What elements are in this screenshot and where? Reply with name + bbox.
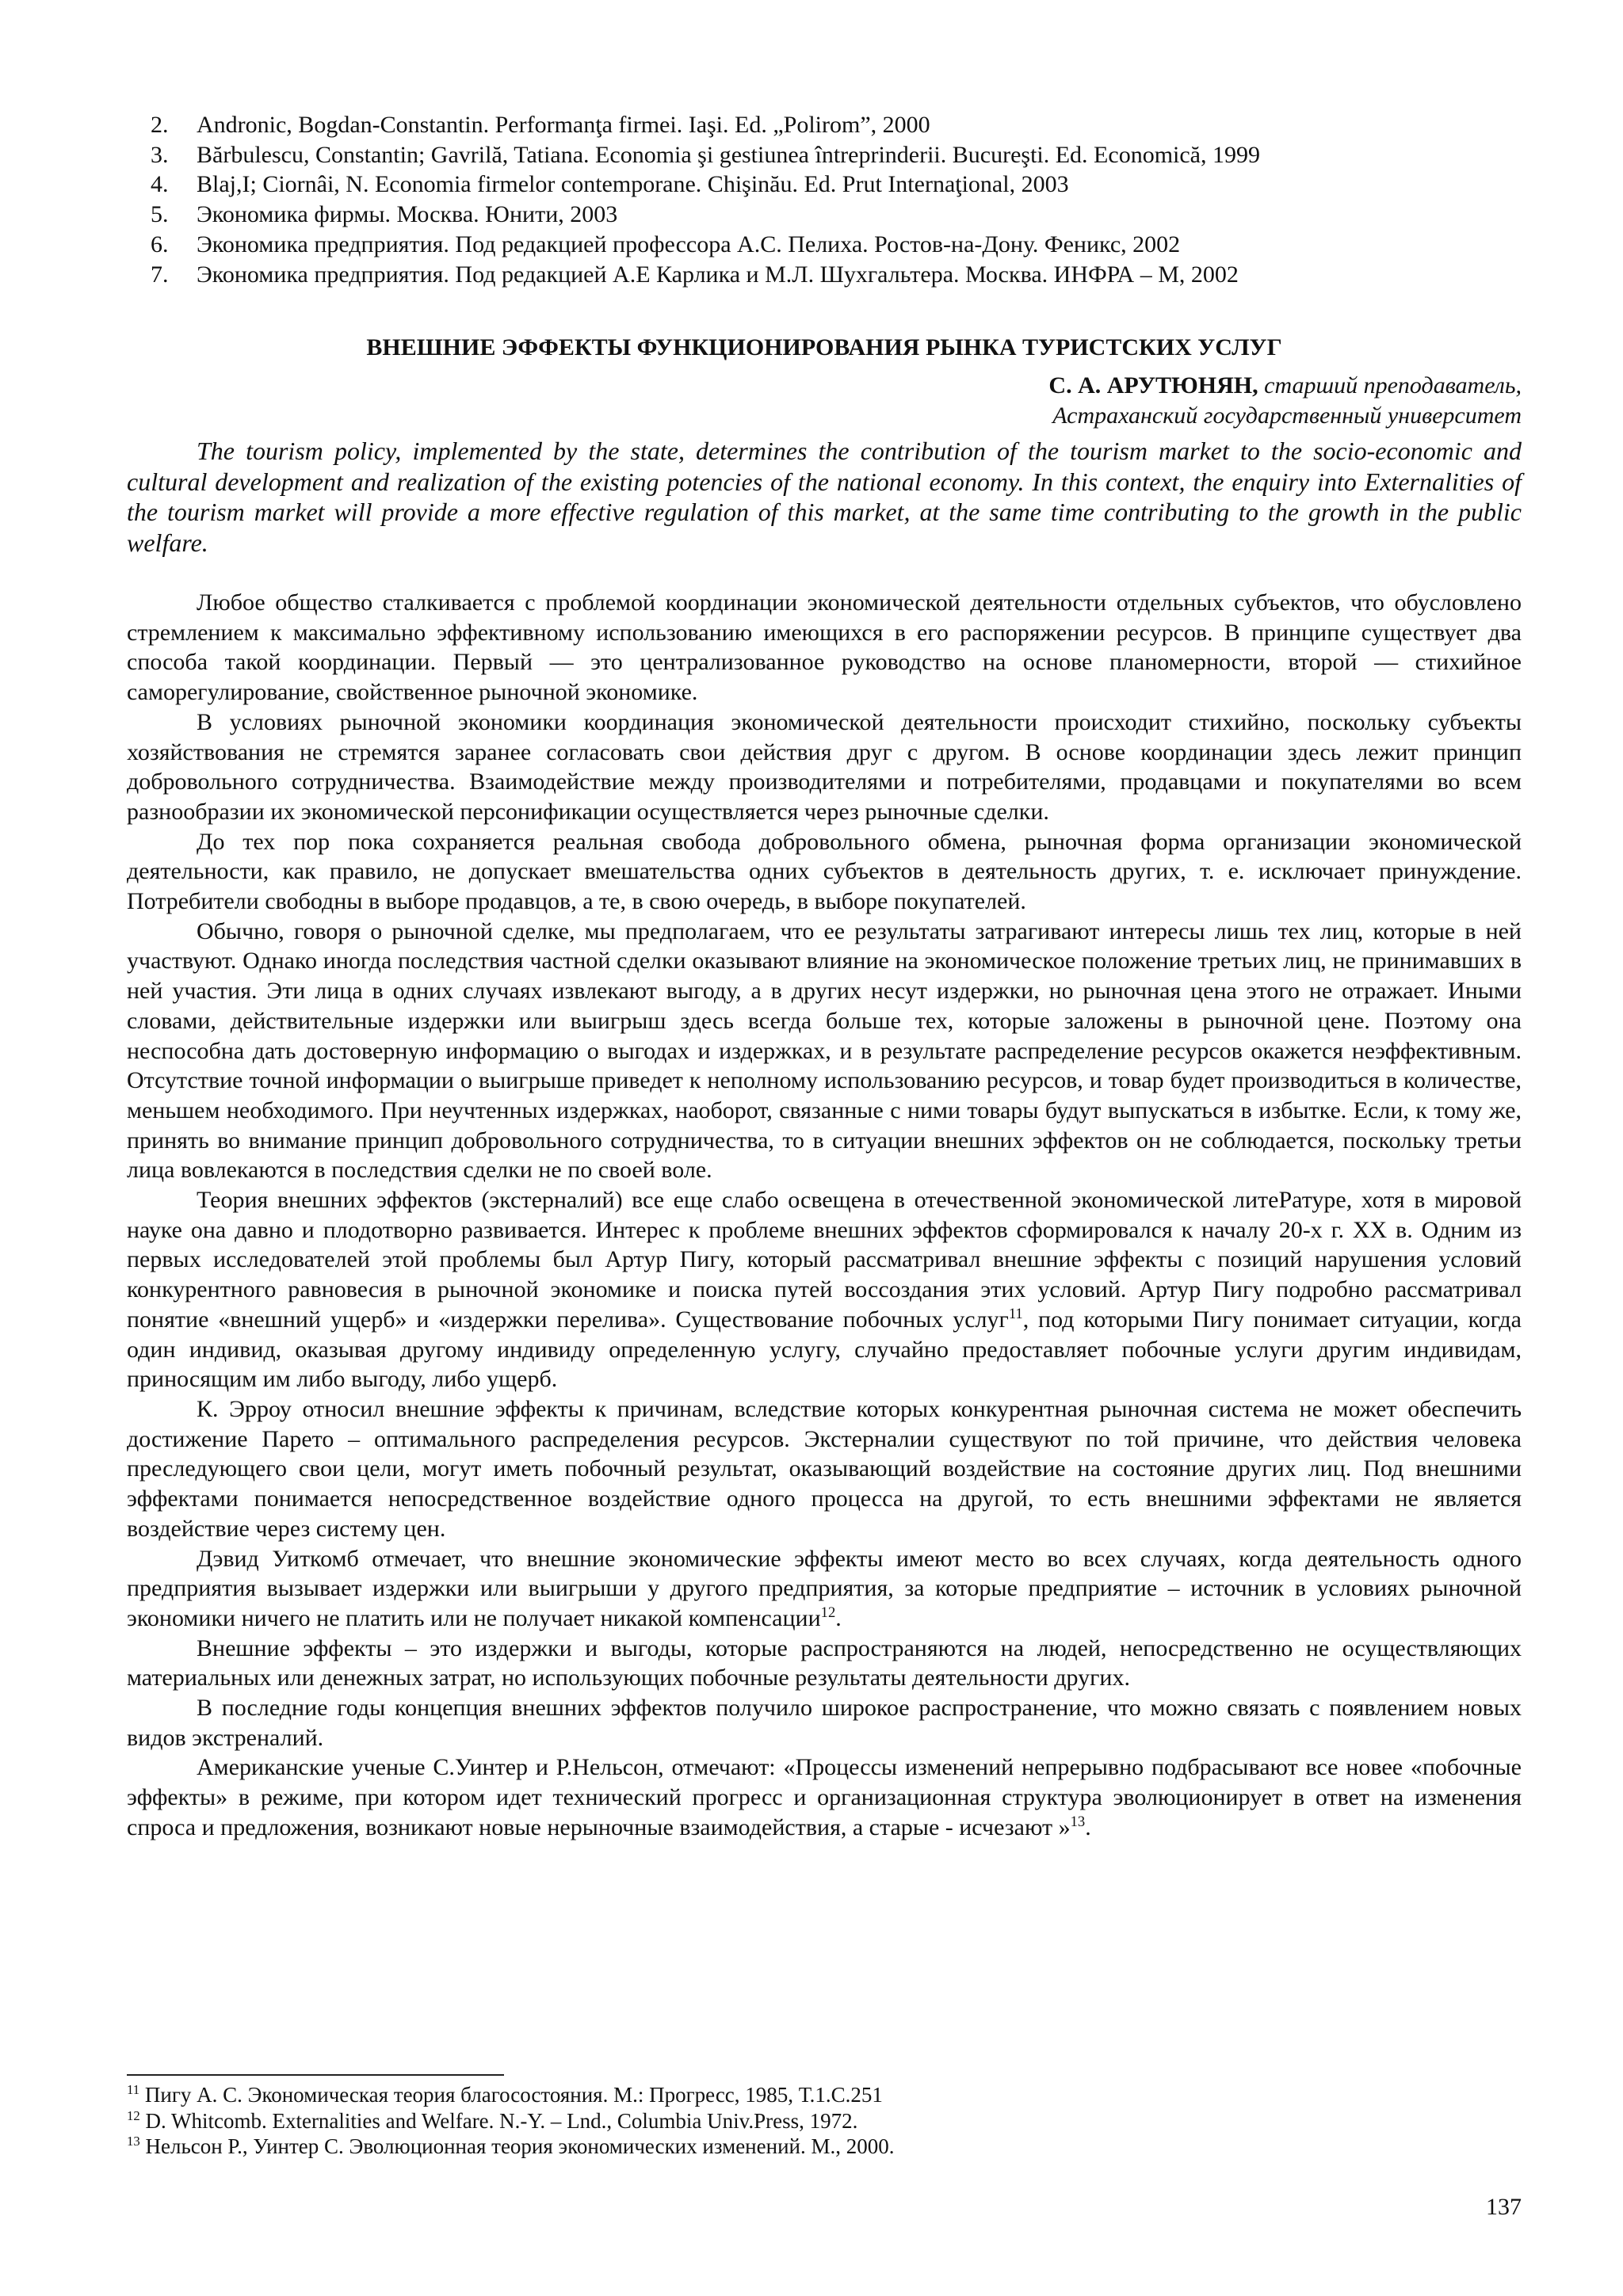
paragraph-text: Американские ученые С.Уинтер и Р.Нельсон, отмечают: «Процессы изменений непрерывно подбрасывают все новее «побочные эффекты» в режиме, при котором идет технический прогресс и организационная структура эволюционирует в ответ на изменения спроса и предложения, возникают новые нерыночные взаимодействия, а старые - исчезают » [127,1754,1522,1840]
paragraph-text: . [1085,1814,1091,1840]
footnote-ref: 12 [820,1604,836,1621]
body-paragraph: В условиях рыночной экономики координация экономической деятельности происходит стихийно, поскольку субъекты хозяйствования не стремятся заранее согласовать свои действия друг с другом. В основе координации здесь лежит принцип добровольного сотрудничества. Взаимодействие между производителями и потребителями, продавцами и покупателями во всем разнообразии их экономической персонификации осуществляется через рыночные сделки. [127,708,1522,825]
body-paragraph: До тех пор пока сохраняется реальная свобода добровольного обмена, рыночная форма организации экономической деятельности, как правило, не допускает вмешательства одних субъектов в деятельность других, т. е. исключает принуждение. Потребители свободны в выборе продавцов, а те, в свою очередь, в выборе покупателей. [127,828,1522,915]
footnote [127,2134,1522,2160]
reference-text: Экономика предприятия. Под редакцией А.Е Карлика и М.Л. Шухгальтера. Москва. ИНФРА – М, 2002 [197,261,1239,288]
author-affiliation: Астраханский государственный университет [1052,402,1522,429]
reference-text: Andronic, Bogdan-Constantin. Performanţa firmei. Iaşi. Ed. „Polirom”, 2000 [197,112,930,138]
footnote [127,2082,1522,2108]
footnote-ref: 13 [1070,1813,1086,1830]
footnote-number: 11 [127,2082,140,2097]
reference-number: 7. [151,261,169,288]
body-paragraph [127,1544,1522,1634]
paragraph-text: , под которыми Пигу понимает ситуации, когда один индивид, оказывая другому индивиду определенную услугу, случайно предоставляет побочные услуги другим индивидам, приносящим им либо выгоду, либо ущерб. [127,1306,1522,1393]
reference-item [127,200,1522,230]
reference-text: Blaj,I; Ciornâi, N. Economia firmelor contemporane. Chişinău. Ed. Prut Internaţional, 2003 [197,171,1069,198]
footnotes [127,2082,1522,2160]
body-paragraph: Любое общество сталкивается с проблемой координации экономической деятельности отдельных субъектов, что обусловлено стремлением к максимально эффективному использованию имеющихся в его распоряжении ресурсов. В принципе существует два способа такой координации. Первый — это централизованное руководство на основе планомерности, второй — стихийное саморегулирование, свойственное рыночной экономике. [127,589,1522,706]
page-number: 137 [1486,2194,1522,2220]
reference-item [127,230,1522,260]
paragraph-text: . [835,1604,842,1631]
author-name: С. А. АРУТЮНЯН, [1048,372,1258,399]
footnote-separator [127,2074,504,2076]
body-paragraph: Обычно, говоря о рыночной сделке, мы предполагаем, что ее результаты затрагивают интересы лишь тех лиц, которые в ней участвуют. Однако иногда последствия частной сделки оказывают влияние на экономическое положение третьих лиц, не принимавших в ней участия. Эти лица в одних случаях извлекают выгоду, а в других несут издержки, но рыночная цена этого не отражает. Иными словами, действительные издержки или выигрыш здесь всегда больше тех, которые заложены в рыночной цене. Поэтому она неспособна дать достоверную информацию о выгодах и издержках, и в результате распределение ресурсов окажется неэффективным. Отсутствие точной информации о выигрыше приведет к неполному использованию ресурсов, и товар будет производиться в количестве, меньшем необходимого. При неучтенных издержках, наоборот, связанные с ними товары будут выпускаться в избытке. Если, к тому же, принять во внимание принцип добровольного сотрудничества, то в ситуации внешних эффектов он не соблюдается, поскольку третьи лица вовлекаются в последствия сделки не по своей воле. [127,917,1522,1184]
reference-text: Экономика предприятия. Под редакцией профессора А.С. Пелиха. Ростов-на-Дону. Феникс, 2002 [197,231,1181,257]
reference-item [127,170,1522,200]
body-paragraph [127,1753,1522,1842]
reference-number: 6. [151,231,169,257]
body-paragraph: Внешние эффекты – это издержки и выгоды, которые распространяются на людей, непосредственно не осуществляющих материальных или денежных затрат, но использующих побочные результаты деятельности других. [127,1634,1522,1691]
body-paragraph: В последние годы концепция внешних эффектов получило широкое распространение, что можно связать с появлением новых видов экстреналий. [127,1695,1522,1751]
body-paragraph [127,1185,1522,1394]
footnote-text: D. Whitcomb. Externalities and Welfare. N.-Y. – Lnd., Columbia Univ.Press, 1972. [139,2108,858,2133]
reference-list [127,110,1522,289]
footnote-text: Нельсон Р., Уинтер С. Эволюционная теория экономических изменений. М., 2000. [139,2134,895,2158]
footnote [127,2108,1522,2134]
author-block [872,371,1522,431]
reference-number: 2. [151,112,169,138]
reference-item [127,140,1522,170]
reference-item [127,260,1522,290]
article-title: ВНЕШНИЕ ЭФФЕКТЫ ФУНКЦИОНИРОВАНИЯ РЫНКА ТУРИСТСКИХ УСЛУГ [366,334,1282,360]
article-body [127,588,1522,1843]
body-paragraph: К. Эрроу относил внешние эффекты к причинам, вследствие которых конкурентная рыночная система не может обеспечить достижение Парето – оптимального распределения ресурсов. Экстерналии существуют по той причине, что действия человека преследующего свои цели, могут иметь побочный результат, оказывающий воздействие на состояние других лиц. Под внешними эффектами понимается непосредственное воздействие одного процесса на другой, то есть внешними эффектами не является воздействие через систему цен. [127,1395,1522,1542]
paragraph-text: Теория внешних эффектов (экстерналий) все еще слабо освещена в отечественной экономической литеРатуре, хотя в мировой науке она давно и плодотворно развивается. Интерес к проблеме внешних эффектов сформировался к началу 20-х г. XX в. Одним из первых исследователей этой проблемы был Артур Пигу, который рассматривал внешние эффекты с позиций нарушения условий конкурентного равновесия в рыночной экономике и поиска путей воссоздания этих условий. Артур Пигу подробно рассматривал понятие «внешний ущерб» и «издержки перелива». Существование побочных услуг [127,1187,1522,1333]
reference-number: 5. [151,201,169,228]
author-line [872,371,1522,401]
paragraph-text: Дэвид Уиткомб отмечает, что внешние экономические эффекты имеют место во всех случаях, когда деятельность одного предприятия вызывает издержки или выигрыши у другого предприятия, за которые предприятие – источник в условиях рыночной экономики ничего не платить или не получает никакой компенсации [127,1545,1522,1631]
author-position: старший преподаватель, [1258,372,1522,399]
footnote-text: Пигу А. С. Экономическая теория благосостояния. М.: Прогресс, 1985, Т.1.С.251 [139,2083,883,2107]
reference-number: 3. [151,141,169,168]
abstract: The tourism policy, implemented by the state, determines the contribution of the tourism market to the socio-economic and cultural development and realization of the existing potencies of the national economy. In this context, the enquiry into Externalities of the tourism market will provide a more effective regulation of this market, at the same time contributing to the growth in the public welfare. [127,437,1522,557]
footnote-ref: 11 [1008,1305,1023,1322]
reference-number: 4. [151,171,169,198]
reference-item [127,110,1522,140]
reference-text: Bărbulescu, Constantin; Gavrilă, Tatiana. Economia şi gestiunea întreprinderii. Bucureşti. Ed. Economică, 1999 [197,141,1261,168]
footnote-number: 13 [127,2134,140,2149]
reference-text: Экономика фирмы. Москва. Юнити, 2003 [197,201,618,228]
footnote-number: 12 [127,2107,140,2123]
